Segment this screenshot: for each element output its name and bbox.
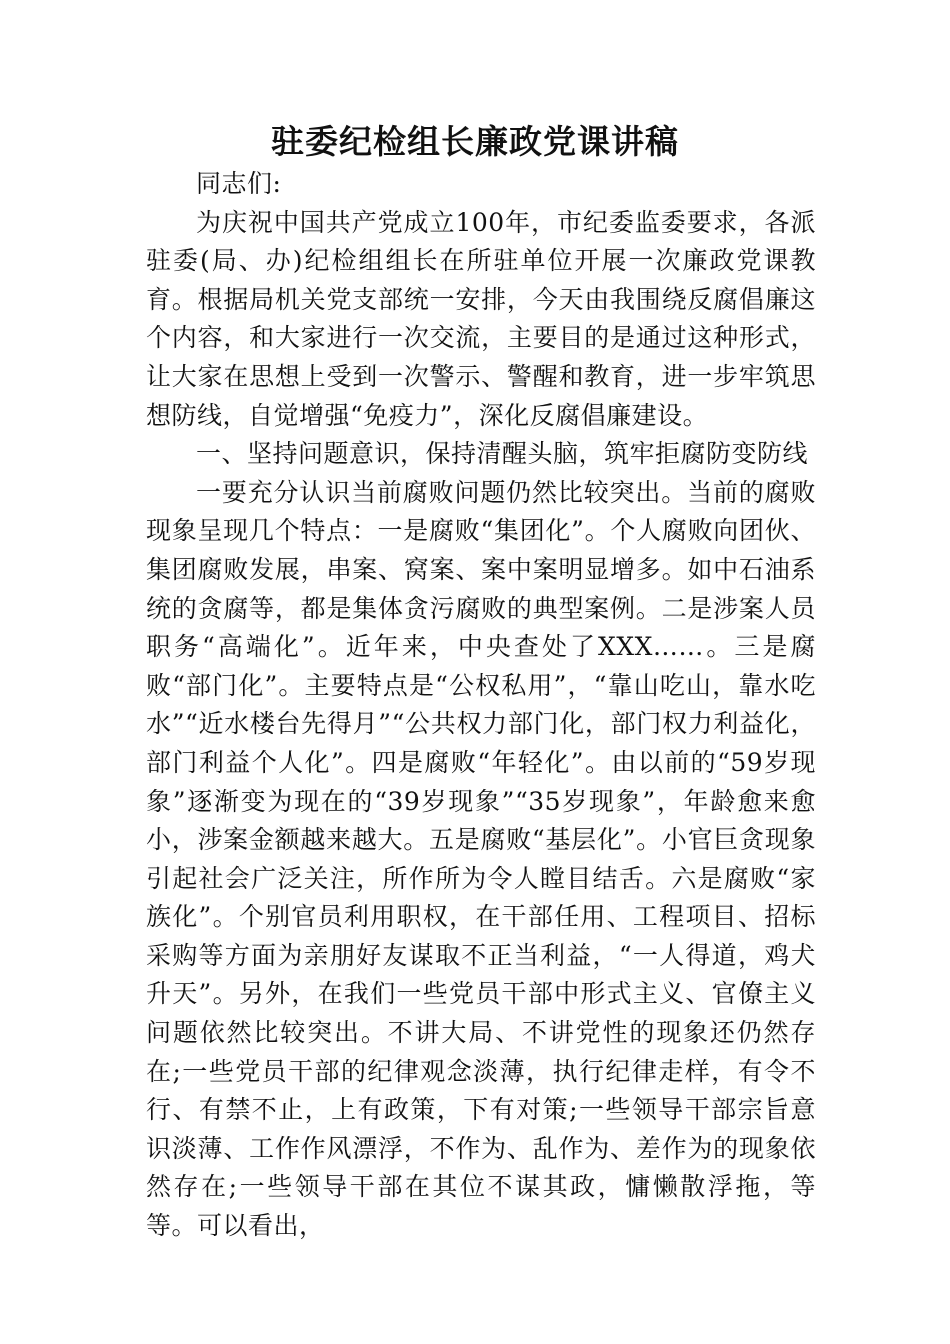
document-body xyxy=(146,165,816,1246)
intro-paragraph: 为庆祝中国共产党成立100年，市纪委监委要求，各派驻委(局、办)纪检组组长在所驻单位开展一次廉政党课教育。根据局机关党支部统一安排，今天由我围绕反腐倡廉这个内容，和大家进行一次交流，主要目的是通过这种形式，让大家在思想上受到一次警示、警醒和教育，进一步牢筑思想防线，自觉增强“免疫力”，深化反腐倡廉建设。 xyxy=(146,207,816,430)
body-paragraph: 一要充分认识当前腐败问题仍然比较突出。当前的腐败现象呈现几个特点：一是腐败“集团化”。个人腐败向团伙、集团腐败发展，串案、窝案、案中案明显增多。如中石油系统的贪腐等，都是集体贪污腐败的典型案例。二是涉案人员职务“高端化”。近年来，中央查处了XXX……。三是腐败“部门化”。主要特点是“公权私用”，“靠山吃山，靠水吃水”“近水楼台先得月”“公共权力部门化，部门权力利益化，部门利益个人化”。四是腐败“年轻化”。由以前的“59岁现象”逐渐变为现在的“39岁现象”“35岁现象”，年龄愈来愈小，涉案金额越来越大。五是腐败“基层化”。小官巨贪现象引起社会广泛关注，所作所为令人瞠目结舌。六是腐败“家族化”。个别官员利用职权，在干部任用、工程项目、招标采购等方面为亲朋好友谋取不正当利益，“一人得道，鸡犬升天”。另外，在我们一些党员干部中形式主义、官僚主义问题依然比较突出。不讲大局、不讲党性的现象还仍然存在;一些党员干部的纪律观念淡薄，执行纪律走样，有令不行、有禁不止，上有政策，下有对策;一些领导干部宗旨意识淡薄、工作作风漂浮，不作为、乱作为、差作为的现象依然存在;一些领导干部在其位不谋其政，慵懒散浮拖，等等。可以看出， xyxy=(146,477,816,1241)
document-title: 驻委纪检组长廉政党课讲稿 xyxy=(271,122,679,161)
section-heading: 一、坚持问题意识，保持清醒头脑，筑牢拒腐防变防线 xyxy=(196,439,809,469)
salutation-paragraph: 同志们: xyxy=(196,169,282,198)
